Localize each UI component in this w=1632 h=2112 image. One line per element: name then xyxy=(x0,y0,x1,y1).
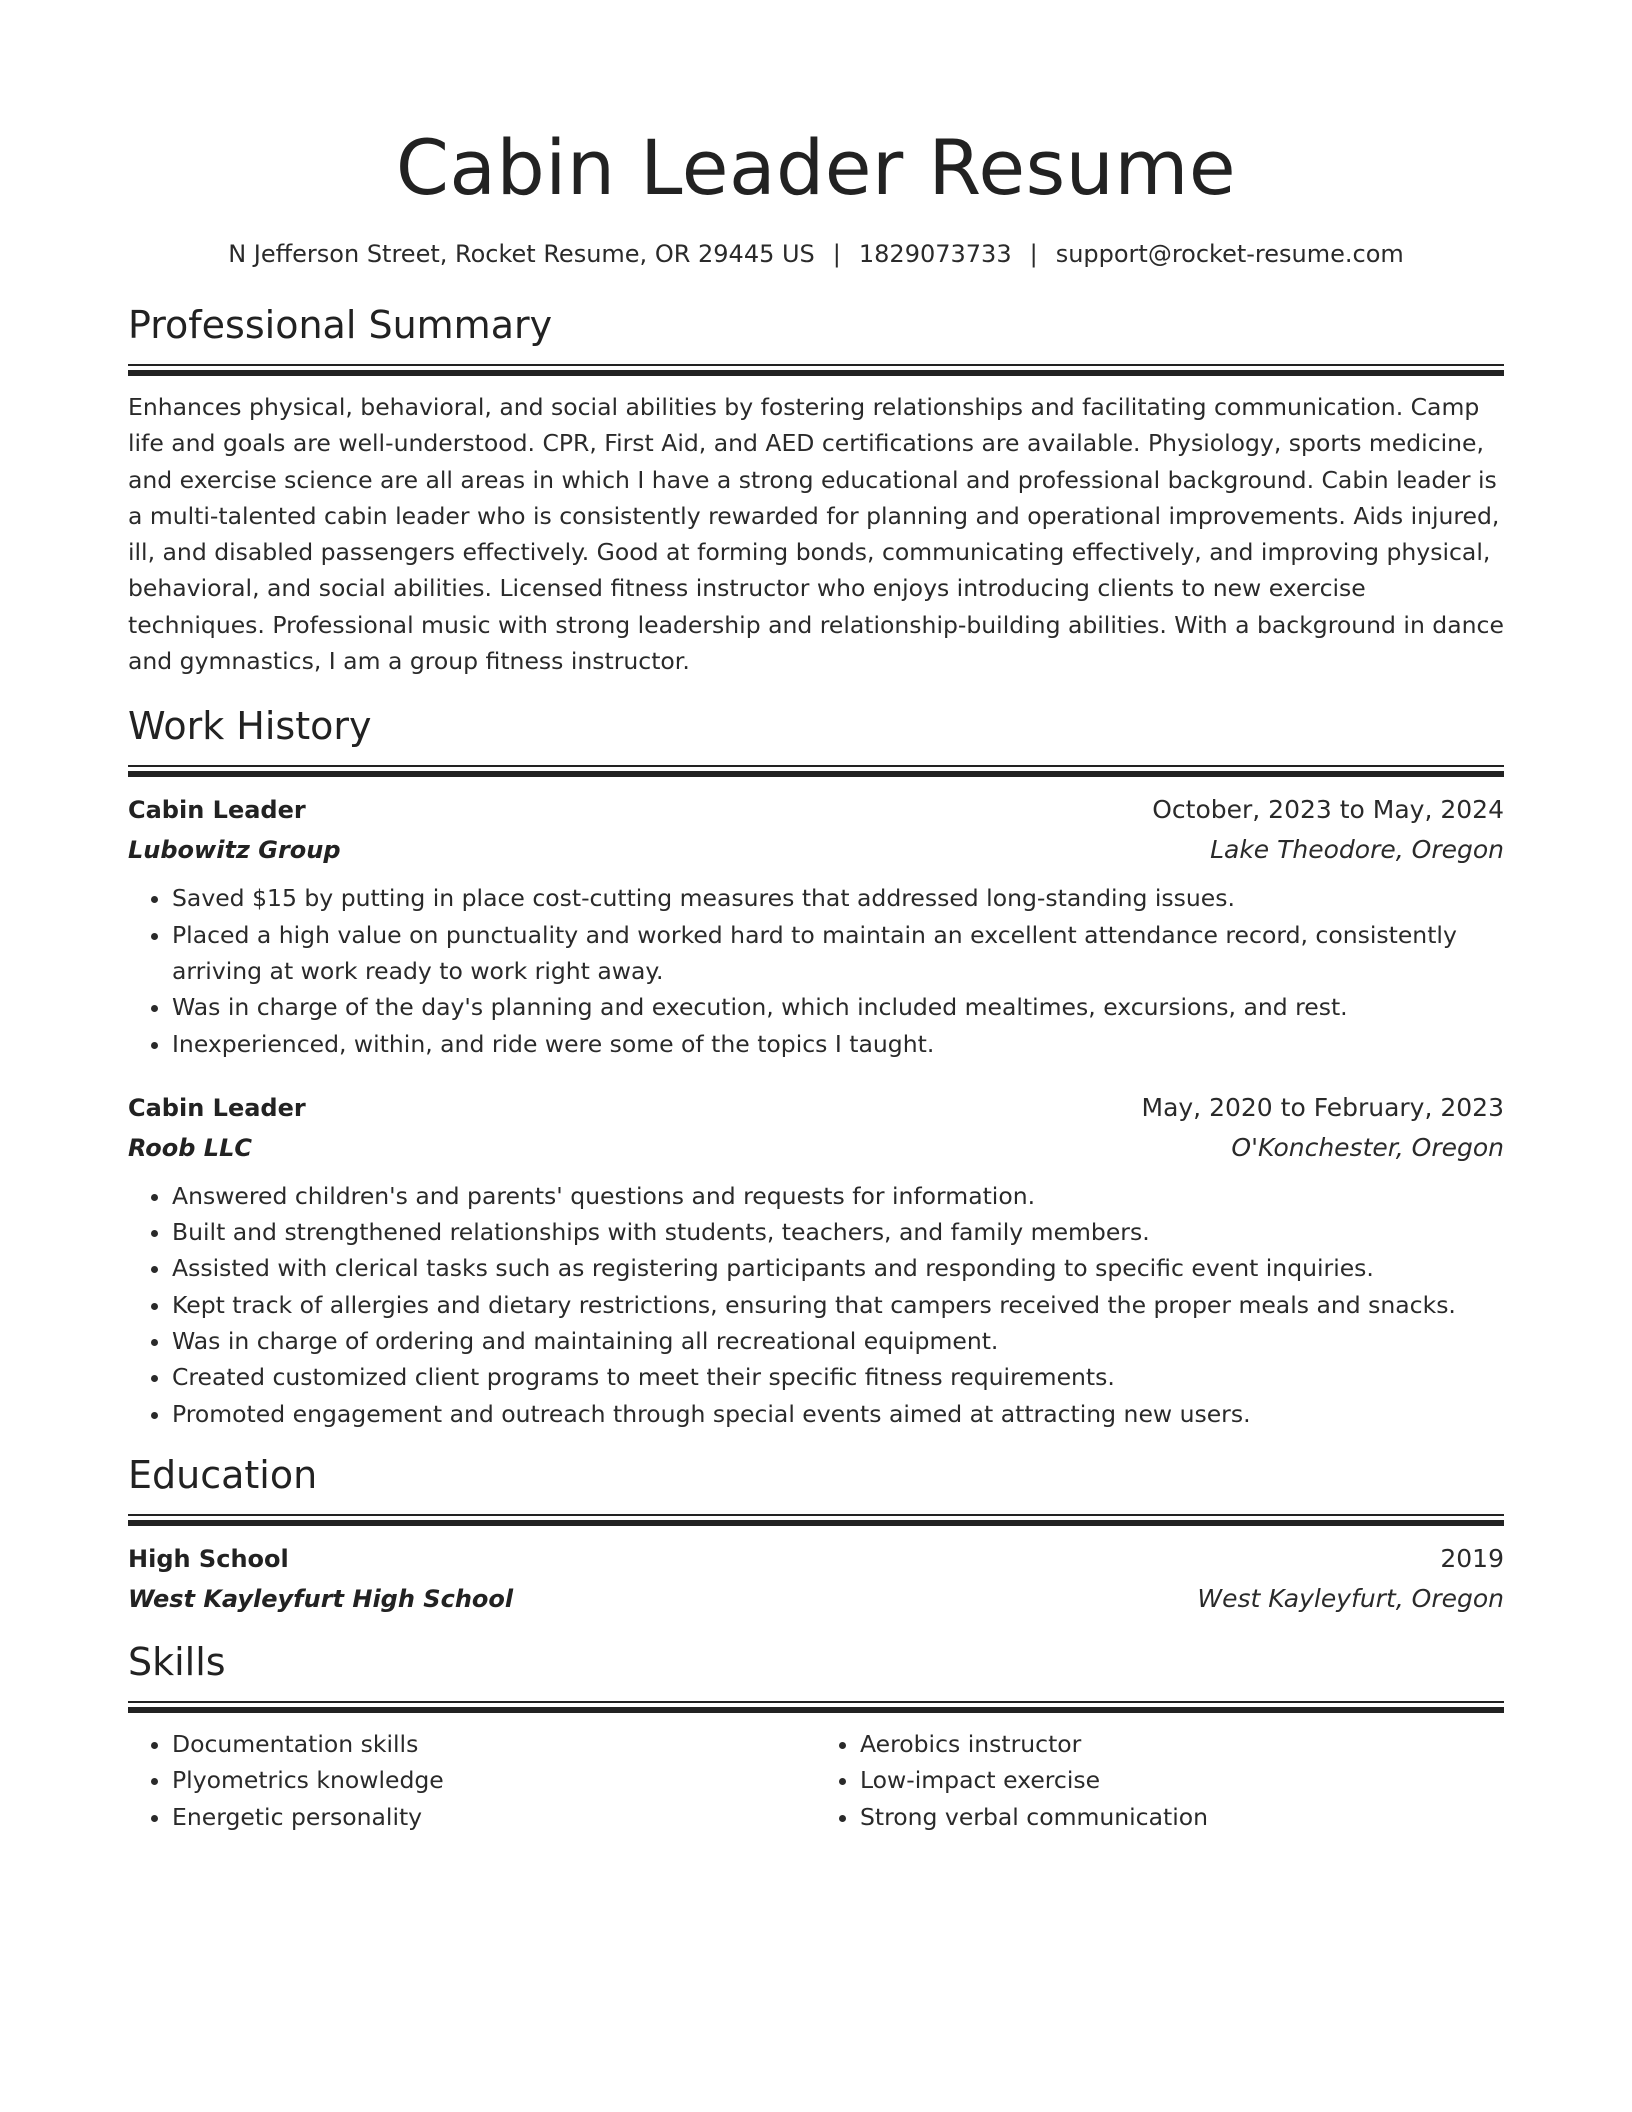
education-section xyxy=(128,1450,1504,1619)
job-title: Cabin Leader xyxy=(128,1093,306,1122)
skills-heading: Skills xyxy=(128,1639,226,1684)
summary-section xyxy=(128,300,1504,679)
skill-item: • Aerobics instructor xyxy=(860,1726,1504,1762)
job-bullet: • Promoted engagement and outreach through special events aimed at attracting new users. xyxy=(172,1396,1504,1432)
job-bullet: • Saved $15 by putting in place cost-cutting measures that addressed long-standing issues. xyxy=(172,880,1504,916)
contact-email: support@rocket-resume.com xyxy=(1055,240,1404,268)
job-location: O'Konchester, Oregon xyxy=(1231,1132,1504,1162)
job-entry xyxy=(128,790,1504,1061)
contact-separator: | xyxy=(832,240,841,268)
education-school: West Kayleyfurt High School xyxy=(128,1584,514,1613)
job-company-row xyxy=(128,830,1504,870)
job-bullet: • Was in charge of the day's planning and execution, which included mealtimes, excursions, and rest. xyxy=(172,989,1504,1025)
section-divider xyxy=(128,364,1504,375)
summary-text: Enhances physical, behavioral, and social abilities by fostering relationships and facilitating communication. Camp life and goals are well-understood. CPR, First Aid, and AED certifications are available. Physiology, sports medicine, and exercise science are all areas in which I have a strong educational and professional background. Cabin leader is a multi-talented cabin leader who is consistently rewarded for planning and operational improvements. Aids injured, ill, and disabled passengers effectively. Good at forming bonds, communicating effectively, and improving physical, behavioral, and social abilities. Licensed fitness instructor who enjoys introducing clients to new exercise techniques. Professional music with strong leadership and relationship-building abilities. With a background in dance and gymnastics, I am a group fitness instructor. xyxy=(128,393,1504,676)
skill-item: • Energetic personality xyxy=(172,1799,816,1835)
job-title: Cabin Leader xyxy=(128,796,306,825)
section-divider xyxy=(128,765,1504,776)
skills-grid xyxy=(128,1726,1504,1835)
job-bullets xyxy=(128,880,1504,1061)
section-divider xyxy=(128,1701,1504,1712)
job-bullet: • Assisted with clerical tasks such as registering participants and responding to specific event inquiries. xyxy=(172,1250,1504,1286)
contact-phone: 1829073733 xyxy=(858,240,1012,268)
skill-item: • Plyometrics knowledge xyxy=(172,1762,816,1798)
contact-separator: | xyxy=(1029,240,1038,268)
contact-line xyxy=(128,238,1504,270)
job-bullet: • Created customized client programs to meet their specific fitness requirements. xyxy=(172,1359,1504,1395)
work-section xyxy=(128,701,1504,1432)
summary-heading: Professional Summary xyxy=(128,303,553,347)
skill-item: • Low-impact exercise xyxy=(860,1762,1504,1798)
resume-title: Cabin Leader Resume xyxy=(395,123,1237,212)
education-header-row xyxy=(128,1539,1504,1579)
job-location: Lake Theodore, Oregon xyxy=(1210,835,1504,865)
section-divider xyxy=(128,1514,1504,1525)
job-company: Lubowitz Group xyxy=(128,836,341,865)
job-bullet: • Placed a high value on punctuality and worked hard to maintain an excellent attendance record, consistently arriving at work ready to work right away. xyxy=(172,917,1504,990)
skills-column-right xyxy=(816,1726,1504,1835)
job-bullet: • Built and strengthened relationships with students, teachers, and family members. xyxy=(172,1214,1504,1250)
job-dates: October, 2023 to May, 2024 xyxy=(1152,795,1504,825)
education-year: 2019 xyxy=(1440,1543,1504,1573)
contact-address: N Jefferson Street, Rocket Resume, OR 29445 US xyxy=(228,240,815,268)
job-company: Roob LLC xyxy=(128,1133,252,1162)
job-header-row xyxy=(128,790,1504,830)
education-degree: High School xyxy=(128,1544,289,1573)
education-entry xyxy=(128,1539,1504,1619)
job-dates: May, 2020 to February, 2023 xyxy=(1141,1092,1504,1122)
skill-item: • Documentation skills xyxy=(172,1726,816,1762)
job-entry xyxy=(128,1088,1504,1432)
job-bullet: • Answered children's and parents' questions and requests for information. xyxy=(172,1178,1504,1214)
skills-section xyxy=(128,1637,1504,1835)
job-bullet: • Kept track of allergies and dietary restrictions, ensuring that campers received the proper meals and snacks. xyxy=(172,1287,1504,1323)
job-bullet: • Inexperienced, within, and ride were some of the topics I taught. xyxy=(172,1026,1504,1062)
skill-item: • Strong verbal communication xyxy=(860,1799,1504,1835)
work-heading: Work History xyxy=(128,704,372,749)
education-school-row xyxy=(128,1579,1504,1619)
job-company-row xyxy=(128,1128,1504,1168)
job-bullet: • Was in charge of ordering and maintaining all recreational equipment. xyxy=(172,1323,1504,1359)
education-location: West Kayleyfurt, Oregon xyxy=(1197,1583,1504,1613)
education-heading: Education xyxy=(128,1452,318,1497)
skills-column-left xyxy=(128,1726,816,1835)
job-bullets xyxy=(128,1178,1504,1432)
job-header-row xyxy=(128,1088,1504,1128)
